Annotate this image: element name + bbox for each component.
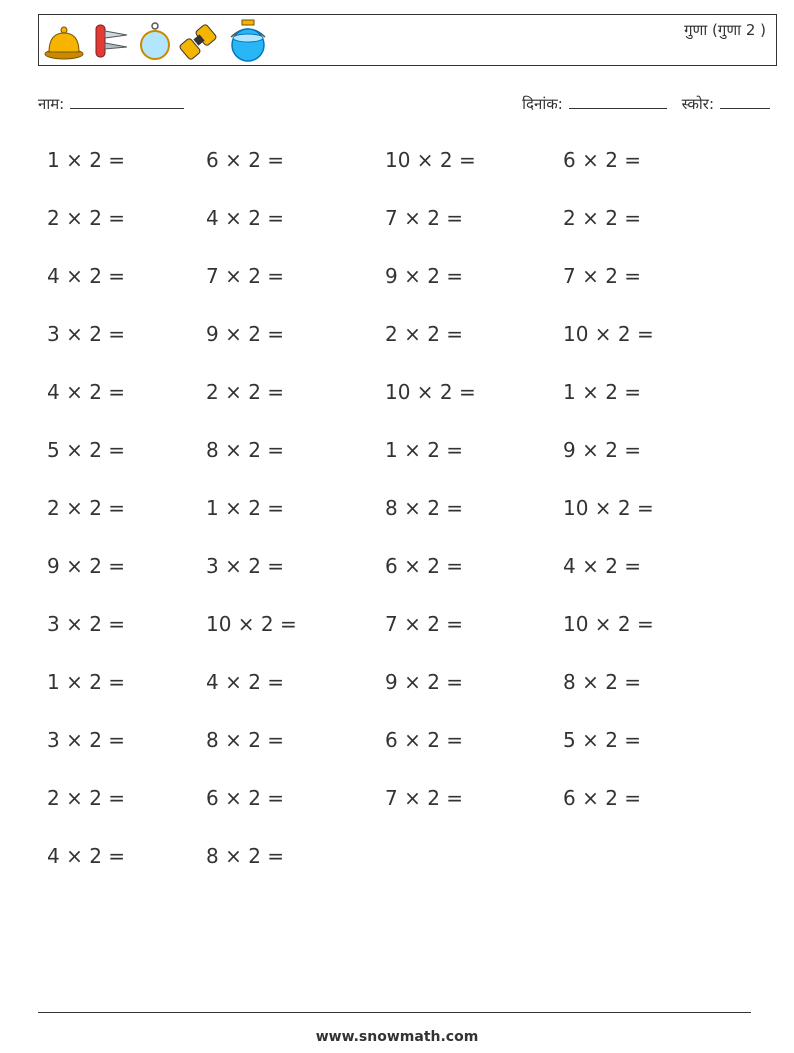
compass-icon (137, 20, 173, 62)
problem-item: 9 × 2 = (206, 322, 285, 346)
problem-item: 8 × 2 = (206, 728, 285, 752)
name-blank[interactable] (70, 94, 184, 109)
problem-item: 6 × 2 = (206, 148, 285, 172)
problem-item: 1 × 2 = (206, 496, 285, 520)
pocket-knife-icon (91, 21, 131, 61)
problem-item: 10 × 2 = (385, 148, 476, 172)
problem-item: 9 × 2 = (385, 670, 464, 694)
problem-item: 6 × 2 = (563, 148, 642, 172)
date-score-field (522, 94, 770, 114)
name-label: नाम: (38, 95, 65, 113)
problem-item: 10 × 2 = (563, 496, 654, 520)
binoculars-icon (179, 20, 221, 62)
problem-item: 8 × 2 = (206, 438, 285, 462)
name-field (38, 94, 184, 114)
problem-item: 9 × 2 = (563, 438, 642, 462)
score-blank[interactable] (720, 94, 770, 109)
problem-item: 10 × 2 = (563, 612, 654, 636)
problem-item: 8 × 2 = (206, 844, 285, 868)
problem-item: 6 × 2 = (385, 728, 464, 752)
problem-item: 1 × 2 = (385, 438, 464, 462)
footer-url: www.snowmath.com (315, 1029, 479, 1045)
problem-item: 8 × 2 = (385, 496, 464, 520)
problem-item: 2 × 2 = (47, 206, 126, 230)
problem-item: 10 × 2 = (385, 380, 476, 404)
problem-item: 10 × 2 = (563, 322, 654, 346)
problem-item: 5 × 2 = (563, 728, 642, 752)
worksheet-title: गुणा (गुणा 2 ) (684, 21, 766, 39)
problem-item: 4 × 2 = (47, 380, 126, 404)
problem-item: 1 × 2 = (47, 670, 126, 694)
date-blank[interactable] (569, 94, 667, 109)
problem-item: 2 × 2 = (47, 496, 126, 520)
problem-item: 7 × 2 = (563, 264, 642, 288)
problem-item: 8 × 2 = (563, 670, 642, 694)
problem-item: 3 × 2 = (47, 322, 126, 346)
problem-item: 3 × 2 = (47, 728, 126, 752)
score-label: स्कोर: (681, 95, 714, 113)
problem-item: 4 × 2 = (563, 554, 642, 578)
problem-item: 7 × 2 = (206, 264, 285, 288)
problem-item: 3 × 2 = (47, 612, 126, 636)
problem-item: 9 × 2 = (385, 264, 464, 288)
problem-item: 9 × 2 = (47, 554, 126, 578)
header-icons (43, 19, 269, 63)
problem-item: 1 × 2 = (47, 148, 126, 172)
problem-item: 2 × 2 = (385, 322, 464, 346)
problem-item: 7 × 2 = (385, 206, 464, 230)
bucket-icon (227, 19, 269, 63)
problem-item: 10 × 2 = (206, 612, 297, 636)
problem-item: 1 × 2 = (563, 380, 642, 404)
problem-item: 2 × 2 = (47, 786, 126, 810)
problem-item: 5 × 2 = (47, 438, 126, 462)
problem-item: 6 × 2 = (385, 554, 464, 578)
problem-item: 7 × 2 = (385, 612, 464, 636)
footer-divider (38, 1012, 751, 1013)
problem-item: 3 × 2 = (206, 554, 285, 578)
problem-item: 6 × 2 = (563, 786, 642, 810)
problem-item: 7 × 2 = (385, 786, 464, 810)
problem-item: 4 × 2 = (206, 670, 285, 694)
problem-item: 4 × 2 = (47, 844, 126, 868)
problem-item: 6 × 2 = (206, 786, 285, 810)
problem-item: 2 × 2 = (563, 206, 642, 230)
problem-item: 4 × 2 = (206, 206, 285, 230)
problem-item: 2 × 2 = (206, 380, 285, 404)
date-label: दिनांक: (522, 95, 563, 113)
bell-icon (43, 21, 85, 61)
problem-item: 4 × 2 = (47, 264, 126, 288)
worksheet-header (38, 14, 777, 66)
